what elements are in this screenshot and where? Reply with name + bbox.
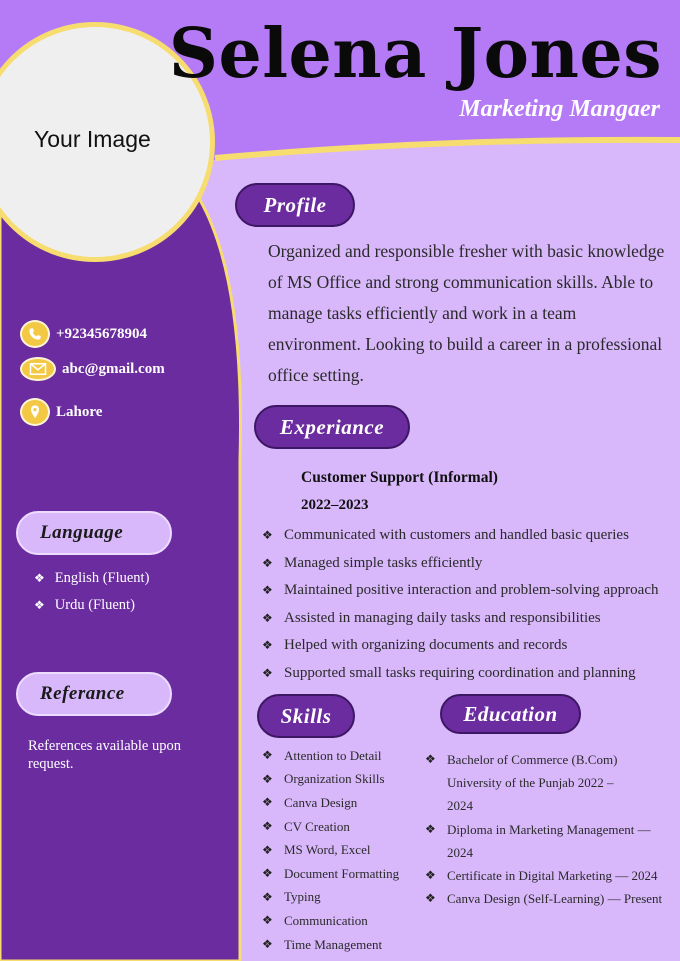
experience-role: Customer Support (Informal) [301, 469, 498, 486]
list-item: ❖ Urdu (Fluent) [34, 597, 135, 613]
experience-heading: Experiance [254, 405, 410, 449]
reference-text: References available upon request. [28, 738, 181, 772]
diamond-bullet-icon: ❖ [425, 821, 436, 836]
location-pin-icon [20, 398, 50, 426]
location-text: Lahore [56, 403, 103, 420]
diamond-bullet-icon: ❖ [425, 891, 436, 906]
language-heading: Language [16, 511, 172, 555]
diamond-bullet-icon: ❖ [262, 771, 273, 786]
list-item: ❖ Certificate in Digital Marketing — 2024 [425, 864, 675, 887]
envelope-icon [20, 357, 56, 381]
phone-text: +92345678904 [56, 325, 148, 342]
contact-location [20, 398, 102, 426]
list-item: ❖ Diploma in Marketing Management — 2024 [425, 818, 675, 864]
reference-heading: Referance [16, 672, 172, 716]
list-item: ❖ Communication [262, 912, 368, 928]
diamond-bullet-icon: ❖ [262, 819, 273, 834]
diamond-bullet-icon: ❖ [262, 937, 273, 952]
diamond-bullet-icon: ❖ [262, 748, 273, 763]
list-item: ❖ MS Word, Excel [262, 842, 371, 858]
education-list [425, 748, 675, 910]
diamond-bullet-icon: ❖ [262, 889, 273, 904]
diamond-bullet-icon: ❖ [425, 868, 436, 883]
diamond-bullet-icon: ❖ [262, 795, 273, 810]
list-item: ❖ Assisted in managing daily tasks and responsibilities [262, 609, 601, 626]
list-item: ❖ Document Formatting [262, 865, 400, 881]
diamond-bullet-icon: ❖ [262, 610, 273, 625]
candidate-name: Selena Jones [168, 14, 662, 94]
contact-email [20, 357, 165, 381]
diamond-bullet-icon: ❖ [262, 665, 273, 680]
list-item: ❖ Supported small tasks requiring coordination and planning [262, 664, 636, 681]
list-item: ❖ Time Management [262, 936, 383, 952]
experience-list [262, 522, 658, 687]
list-item: ❖ Maintained positive interaction and problem-solving approach [262, 582, 659, 599]
diamond-bullet-icon: ❖ [262, 528, 273, 543]
list-item: ❖ Helped with organizing documents and records [262, 637, 568, 654]
diamond-bullet-icon: ❖ [34, 571, 45, 585]
list-item: ❖ English (Fluent) [34, 570, 150, 586]
diamond-bullet-icon: ❖ [262, 913, 273, 928]
skills-list [262, 744, 399, 956]
list-item: ❖ Bachelor of Commerce (B.Com) University of the Punjab 2022 – 2024 [425, 748, 675, 818]
experience-years: 2022–2023 [301, 497, 369, 513]
education-heading: Education [440, 694, 581, 734]
photo-placeholder-label: Your Image [34, 126, 151, 152]
diamond-bullet-icon: ❖ [262, 842, 273, 857]
skills-heading: Skills [257, 694, 355, 738]
diamond-bullet-icon: ❖ [262, 583, 273, 598]
diamond-bullet-icon: ❖ [425, 752, 436, 766]
email-text: abc@gmail.com [62, 360, 165, 377]
phone-icon [20, 320, 50, 348]
list-item: ❖ Typing [262, 889, 321, 905]
list-item: ❖ Managed simple tasks efficiently [262, 554, 483, 571]
list-item: ❖ Canva Design [262, 794, 358, 810]
list-item: ❖ Attention to Detail [262, 747, 382, 763]
profile-text: Organized and responsible fresher with basic knowledge of MS Office and strong communication skills. Able to manage tasks efficiently and work in a team environment. Looking to build a career in a professional office setting. [268, 241, 665, 385]
diamond-bullet-icon: ❖ [262, 555, 273, 570]
list-item: ❖ Organization Skills [262, 771, 385, 787]
diamond-bullet-icon: ❖ [262, 866, 273, 881]
diamond-bullet-icon: ❖ [34, 598, 45, 612]
list-item: ❖ Communicated with customers and handled basic queries [262, 527, 629, 544]
list-item: ❖ Canva Design (Self-Learning) — Present [425, 887, 675, 910]
list-item: ❖ CV Creation [262, 818, 350, 834]
language-list [34, 565, 149, 619]
job-title: Marketing Mangaer [459, 96, 660, 122]
contact-phone [20, 320, 147, 348]
diamond-bullet-icon: ❖ [262, 638, 273, 653]
profile-heading: Profile [235, 183, 355, 227]
